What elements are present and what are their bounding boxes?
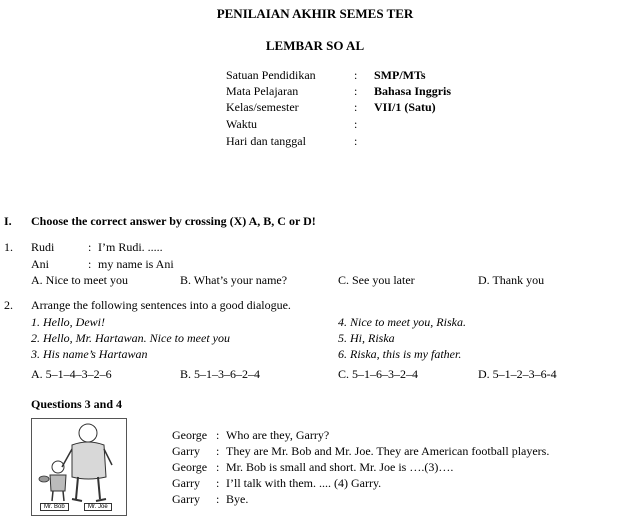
image-label: Mr. Joe [84,503,112,511]
section-instruction: Choose the correct answer by crossing (X) A, B, C or D! [31,214,316,228]
football-players-drawing [32,419,126,515]
dialogue-speaker: Garry [172,444,200,458]
identity-value: Bahasa Inggris [374,84,452,98]
identity-label: Satuan Pendidikan [226,68,316,82]
answer-option[interactable]: D. Thank you [478,273,545,287]
identity-colon: : [354,100,358,114]
image-label: Mr. Bob [40,503,69,511]
dialogue-colon: : [216,444,220,458]
dialogue-text: I’ll talk with them. .... (4) Garry. [226,476,382,490]
sentence-item: 1. Hello, Dewi! [31,315,105,329]
dialogue-speaker: Ani [31,257,49,271]
dialogue-text: They are Mr. Bob and Mr. Joe. They are American football players. [226,444,550,458]
identity-colon: : [354,117,358,131]
question-number: 1. [4,240,13,254]
answer-option[interactable]: C. See you later [338,273,415,287]
identity-colon: : [354,68,358,82]
dialogue-text: my name is Ani [98,257,174,271]
dialogue-speaker: Rudi [31,240,55,254]
dialogue-colon: : [88,240,92,254]
dialogue-colon: : [88,257,92,271]
dialogue-speaker: Garry [172,492,200,506]
sentence-item: 5. Hi, Riska [338,331,395,345]
dialogue-speaker: George [172,428,208,442]
sentence-item: 6. Riska, this is my father. [338,347,462,361]
page-subtitle: LEMBAR SO AL [265,38,365,53]
dialogue-speaker: Garry [172,476,200,490]
identity-colon: : [354,134,358,148]
identity-label: Kelas/semester [226,100,299,114]
answer-option[interactable]: A. 5–1–4–3–2–6 [31,367,112,381]
answer-option[interactable]: A. Nice to meet you [31,273,128,287]
identity-label: Mata Pelajaran [226,84,299,98]
identity-label: Waktu [226,117,258,131]
identity-value: SMP/MTs [374,68,426,82]
identity-value: VII/1 (Satu) [374,100,436,114]
page-title: PENILAIAN AKHIR SEMES TER [216,6,414,21]
questions-heading: Questions 3 and 4 [31,397,123,411]
dialogue-colon: : [216,476,220,490]
dialogue-colon: : [216,492,220,506]
identity-label: Hari dan tanggal [226,134,306,148]
dialogue-text: Mr. Bob is small and short. Mr. Joe is ….(3)…. [226,460,454,474]
answer-option[interactable]: C. 5–1–6–3–2–4 [338,367,419,381]
question-prompt: Arrange the following sentences into a good dialogue. [31,298,291,312]
identity-colon: : [354,84,358,98]
question-number: 2. [4,298,13,312]
sentence-item: 4. Nice to meet you, Riska. [338,315,466,329]
sentence-item: 2. Hello, Mr. Hartawan. Nice to meet you [31,331,230,345]
answer-option[interactable]: B. What’s your name? [180,273,288,287]
dialogue-speaker: George [172,460,208,474]
football-players-illustration [31,418,127,516]
dialogue-text: Bye. [226,492,249,506]
answer-option[interactable]: B. 5–1–3–6–2–4 [180,367,261,381]
answer-option[interactable]: D. 5–1–2–3–6-4 [478,367,557,381]
sentence-item: 3. His name’s Hartawan [31,347,148,361]
dialogue-text: I’m Rudi. ..... [98,240,163,254]
dialogue-text: Who are they, Garry? [226,428,330,442]
section-number: I. [4,214,12,228]
dialogue-colon: : [216,428,220,442]
dialogue-colon: : [216,460,220,474]
